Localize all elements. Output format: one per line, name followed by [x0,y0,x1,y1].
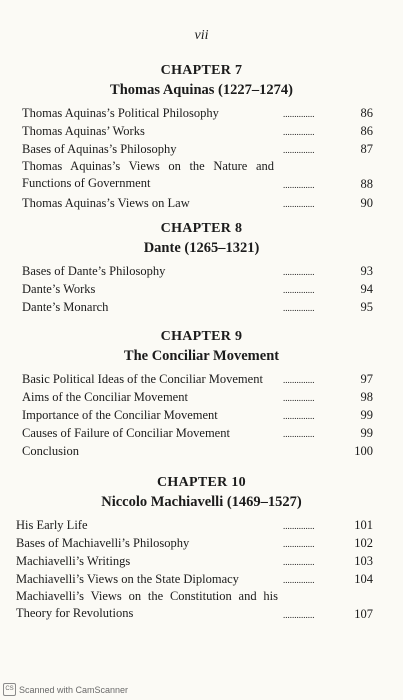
toc-entry[interactable] [0,534,403,552]
chapter-number: CHAPTER 10 [157,475,246,490]
leader-dots: .............. [283,539,315,549]
entry-page: 94 [360,282,373,296]
toc-entry[interactable] [0,442,403,460]
entry-title: Dante’s Works [22,282,96,296]
entry-page: 102 [354,536,373,550]
entry-page: 101 [354,518,373,532]
chapter-number: CHAPTER 7 [160,63,243,78]
entry-title: Machiavelli’s Views on the Constitution and his Theory for Revolutions [16,589,278,620]
toc-entry[interactable] [0,140,403,158]
chapter-9 [0,328,403,460]
leader-dots: .............. [283,610,315,620]
chapter-10 [0,474,403,624]
entry-page: 88 [360,177,373,191]
entry-page: 100 [354,444,373,458]
toc-entry[interactable] [0,194,403,212]
chapter-title: Thomas Aquinas (1227–1274) [110,82,293,98]
leader-dots: .............. [283,180,315,190]
toc-entry[interactable] [0,262,403,280]
entry-title: His Early Life [16,518,88,532]
leader-dots: .............. [283,109,315,119]
entry-page: 98 [360,390,373,404]
toc-entry[interactable] [0,424,403,442]
chapter-title: The Conciliar Movement [123,348,280,364]
entry-page: 97 [360,372,373,386]
entry-title: Bases of Aquinas’s Philosophy [22,142,177,156]
leader-dots: .............. [283,199,315,209]
toc-entry[interactable] [0,588,403,624]
leader-dots: .............. [283,393,315,403]
leader-dots: .............. [283,411,315,421]
chapter-7 [0,62,403,212]
chapter-number: CHAPTER 9 [160,329,243,344]
leader-dots: .............. [283,285,315,295]
leader-dots: .............. [283,145,315,155]
entry-page: 99 [360,408,373,422]
entry-page: 95 [360,300,373,314]
leader-dots: .............. [283,429,315,439]
leader-dots: .............. [283,303,315,313]
page-number: vii [194,28,209,43]
entry-title: Thomas Aquinas’ Works [22,124,145,138]
entry-page: 93 [360,264,373,278]
entry-title: Dante’s Monarch [22,300,109,314]
camscanner-logo-icon: CS [3,683,16,696]
scanner-watermark [3,683,128,696]
entry-page: 86 [360,106,373,120]
watermark-text: Scanned with CamScanner [19,684,129,695]
toc-entry[interactable] [0,280,403,298]
entry-title: Thomas Aquinas’s Views on Law [22,196,190,210]
entry-title: Thomas Aquinas’s Political Philosophy [22,106,219,120]
leader-dots: .............. [283,127,315,137]
entry-title: Importance of the Conciliar Movement [22,408,218,422]
leader-dots: .............. [283,575,315,585]
leader-dots: .............. [283,267,315,277]
entry-page: 107 [354,607,373,621]
toc-entry[interactable] [0,122,403,140]
entry-title: Conclusion [22,444,79,458]
entry-page: 90 [360,196,373,210]
leader-dots: .............. [283,521,315,531]
entry-page: 104 [354,572,373,586]
entry-page: 103 [354,554,373,568]
toc-entry[interactable] [0,516,403,534]
entry-title: Basic Political Ideas of the Conciliar Movement [22,372,263,386]
leader-dots: .............. [283,557,315,567]
toc-entry[interactable] [0,406,403,424]
entry-title: Machiavelli’s Writings [16,554,131,568]
toc-entry[interactable] [0,570,403,588]
chapter-title: Dante (1265–1321) [143,240,260,256]
leader-dots: .............. [283,375,315,385]
chapter-8 [0,220,403,316]
chapter-title: Niccolo Machiavelli (1469–1527) [101,494,302,510]
toc-entry[interactable] [0,104,403,122]
entry-page: 86 [360,124,373,138]
toc-entry[interactable] [0,298,403,316]
toc-entry[interactable] [0,388,403,406]
entry-title: Aims of the Conciliar Movement [22,390,188,404]
entry-title: Machiavelli’s Views on the State Diplomacy [16,572,239,586]
toc-entry[interactable] [0,158,403,194]
entry-page: 99 [360,426,373,440]
entry-title: Bases of Machiavelli’s Philosophy [16,536,190,550]
entry-title: Causes of Failure of Conciliar Movement [22,426,230,440]
toc-entry[interactable] [0,370,403,388]
toc-entry[interactable] [0,552,403,570]
entry-page: 87 [360,142,373,156]
chapter-number: CHAPTER 8 [160,221,243,236]
entry-title: Bases of Dante’s Philosophy [22,264,166,278]
entry-title: Thomas Aquinas’s Views on the Nature and Functions of Government [22,159,274,190]
